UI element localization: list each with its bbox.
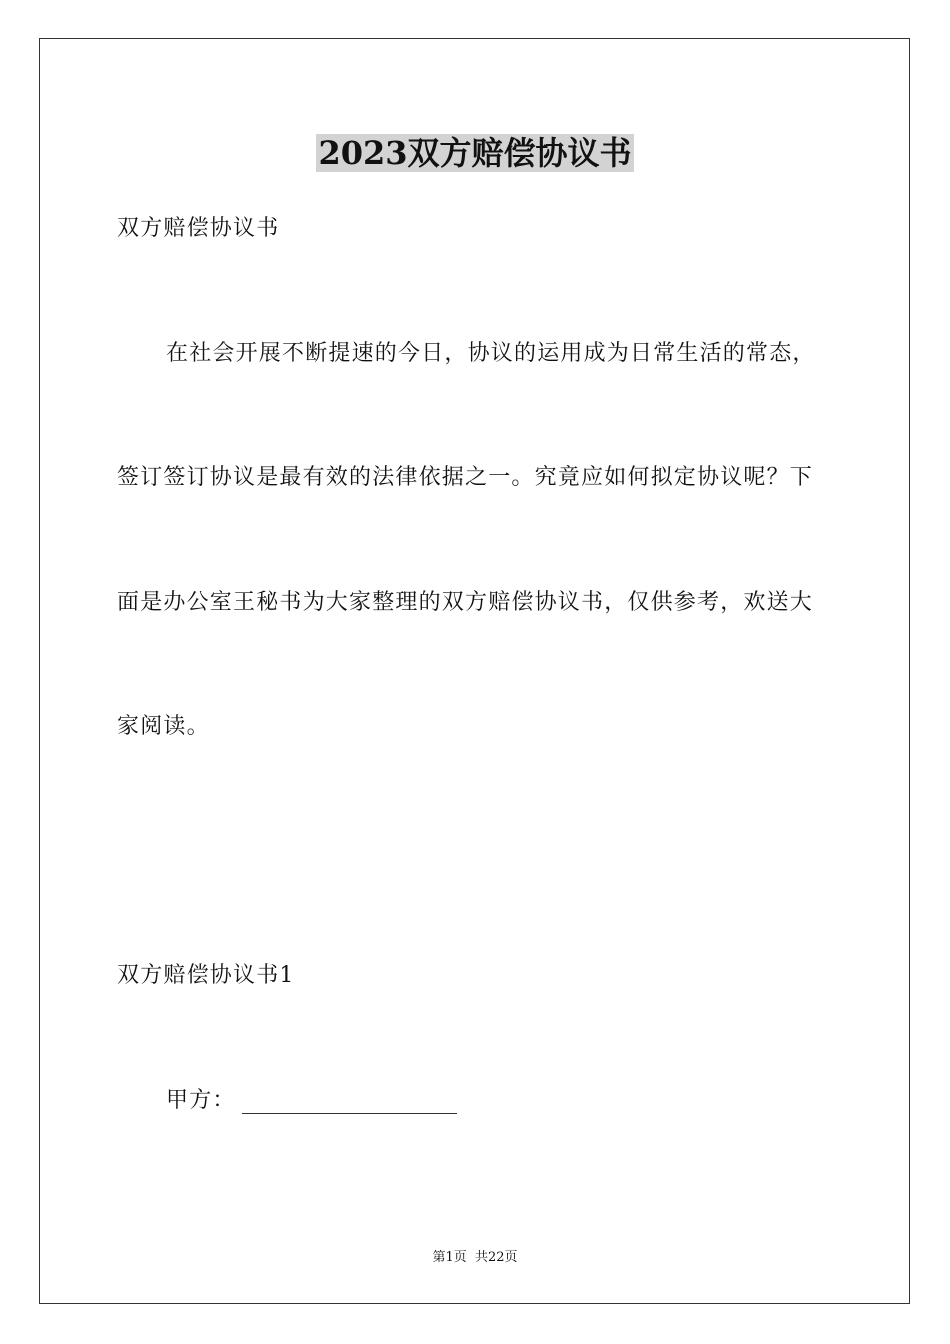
page-current: 第1页	[432, 1250, 467, 1265]
party-a-label: 甲方：	[166, 1088, 236, 1113]
document-title-container	[0, 128, 950, 174]
intro-line-4: 家阅读。	[117, 714, 210, 739]
party-a-blank	[242, 1089, 457, 1114]
page-footer	[0, 1246, 950, 1265]
page-total: 共22页	[474, 1250, 518, 1265]
intro-line-1: 在社会开展不断提速的今日，协议的运用成为日常生活的常态，	[166, 341, 816, 366]
document-title: 2023双方赔偿协议书	[318, 134, 632, 172]
intro-line-2: 签订签订协议是最有效的法律依据之一。究竟应如何拟定协议呢？下	[117, 465, 814, 490]
document-subtitle: 双方赔偿协议书	[117, 216, 280, 241]
intro-line-3: 面是办公室王秘书为大家整理的双方赔偿协议书，仅供参考，欢送大	[117, 590, 814, 615]
party-a-line	[166, 1083, 457, 1114]
section-heading: 双方赔偿协议书1	[117, 963, 295, 988]
